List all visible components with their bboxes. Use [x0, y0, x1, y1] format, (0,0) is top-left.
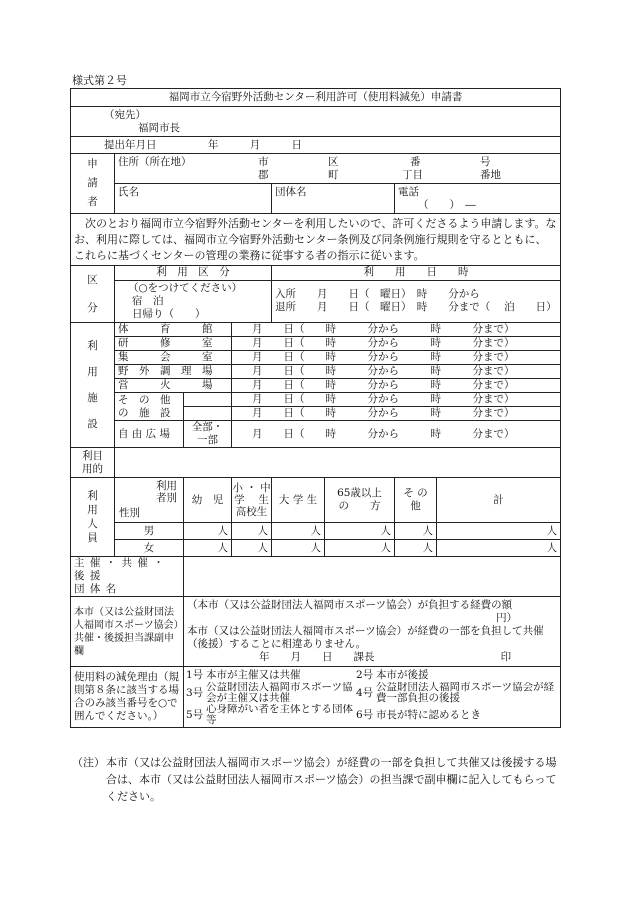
purpose-label-line1: 利目 [82, 449, 103, 462]
other-facility-name-2[interactable] [184, 407, 232, 421]
addressee-prefix: （宛先） [104, 108, 146, 121]
male-univ[interactable]: 人 [272, 523, 325, 540]
phone-label: 電話 [398, 186, 419, 198]
header-school-3: 高校生 [235, 506, 268, 518]
corner-bottom: 性別 [119, 507, 140, 519]
addr-cho: 町 [328, 168, 339, 181]
form-table [70, 88, 561, 728]
header-school-1: 小 ・ 中 [232, 482, 271, 494]
form-title: 福岡市立今宿野外活動センター利用許可（使用料減免）申請書 [71, 89, 561, 107]
application-form [70, 88, 560, 728]
reduction-options[interactable] [184, 667, 561, 728]
plaza-label: 自 由 広 場 [115, 421, 184, 448]
addr-banchi: 番地 [480, 168, 501, 181]
header-senior-2: の 方 [338, 500, 381, 512]
reduction-no[interactable]: 2号 [356, 668, 374, 681]
addr-chome: 丁目 [402, 168, 423, 181]
cosign-line2: 本市（又は公益財団法人福岡市スポーツ協会）が経費の一部を負担して共催（後援）することに相違ありません。 [187, 625, 544, 650]
addressee-name: 福岡市長 [138, 121, 180, 134]
purpose-label [71, 448, 115, 478]
other-line1: そ の 他 [118, 393, 171, 406]
reduction-label: 使用料の減免理由（規則第８条に該当する場合のみ該当番号を○で囲んでください。） [71, 667, 184, 728]
addr-gun: 郡 [258, 168, 269, 181]
day-option[interactable]: 日帰り（ ） [132, 307, 206, 320]
other-facility-label [115, 393, 184, 421]
organizer-label: 主 催 ・ 共 催 ・ 後 援 団 体 名 [71, 557, 184, 597]
reduction-no[interactable]: 5号 [186, 708, 204, 721]
submit-year: 年 [207, 138, 219, 151]
female-school[interactable]: 人 [232, 540, 272, 557]
purpose-label-line2: 用的 [82, 462, 103, 475]
submit-date-label: 提出年月日 [104, 138, 157, 151]
facility-name: 研 修 室 [115, 337, 232, 351]
facility-name: 野 外 調 理 場 [115, 365, 232, 379]
facility-time[interactable]: 月 日（ 時 分から 時 分まで） [232, 379, 561, 393]
form-number: 様式第２号 [72, 74, 127, 87]
male-total[interactable]: 人 [437, 523, 561, 540]
category-date-cell[interactable] [272, 280, 561, 322]
address-label: 住所（所在地） [118, 155, 192, 168]
header-senior-1: 65歳以上 [337, 487, 382, 499]
facility-time[interactable]: 月 日（ 時 分から 時 分まで） [232, 323, 561, 337]
facility-time[interactable]: 月 日（ 時 分から 時 分まで） [232, 337, 561, 351]
header-total: 計 [437, 478, 561, 523]
facility-name: 集 会 室 [115, 351, 232, 365]
reduction-text: 心身障がい者を主体とする団体等 [206, 704, 353, 726]
facility-time[interactable]: 月 日（ 時 分から 時 分まで） [232, 365, 561, 379]
male-school[interactable]: 人 [232, 523, 272, 540]
cosign-line1b: 円） [496, 612, 518, 624]
applicant-name-field[interactable] [115, 184, 272, 214]
circle-note: （○をつけてください） [128, 281, 243, 294]
addr-city: 市 [258, 155, 269, 168]
reduction-no[interactable]: 3号 [186, 686, 204, 699]
group-label: 団体名 [275, 186, 307, 198]
facilities-label: 利 用 施 設 [71, 323, 115, 448]
checkout-line: 退所 月 日（ 曜日） 時 分まで（ 泊 日） [275, 301, 557, 314]
row-male: 男 [115, 523, 184, 540]
checkin-line: 入所 月 日（ 曜日） 時 分から [275, 288, 480, 301]
reduction-text: 本市が後援 [376, 668, 429, 681]
reduction-no[interactable]: 1号 [186, 668, 204, 681]
reduction-text: 公益財団法人福岡市スポーツ協会が主催又は共催 [206, 682, 353, 704]
reduction-text: 市長が特に認めるとき [376, 708, 481, 721]
female-univ[interactable]: 人 [272, 540, 325, 557]
female-senior[interactable]: 人 [325, 540, 395, 557]
facility-time[interactable]: 月 日（ 時 分から 時 分まで） [232, 351, 561, 365]
submit-date-row [71, 137, 561, 154]
male-other[interactable]: 人 [395, 523, 437, 540]
female-total[interactable]: 人 [437, 540, 561, 557]
submit-month: 月 [249, 138, 261, 151]
plaza-option[interactable]: 全部・一部 [184, 421, 232, 448]
submit-day: 日 [291, 138, 303, 151]
group-name-field[interactable] [272, 184, 395, 214]
note-label: （注） [72, 756, 105, 769]
cosign-line1: （本市（又は公益財団法人福岡市スポーツ協会）が負担する経費の額 [187, 599, 513, 611]
female-other[interactable]: 人 [395, 540, 437, 557]
addr-ban: 番 [410, 155, 421, 168]
addr-go: 号 [480, 155, 491, 168]
reduction-no[interactable]: 4号 [356, 686, 374, 699]
row-female: 女 [115, 540, 184, 557]
note-text: 本市（又は公益財団法人福岡市スポーツ協会）が経費の一部を負担して共催又は後援する場合は、本市（又は公益財団法人福岡市スポーツ協会）の担当課で副申欄に記入してもらってください。 [106, 756, 557, 803]
reduction-text: 公益財団法人福岡市スポーツ協会が経費一部負担の後援 [376, 682, 555, 704]
category-type-header: 利 用 区 分 [115, 266, 272, 281]
header-school [232, 478, 272, 523]
intro-text: 次のとおり福岡市立今宿野外活動センターを利用したいので、許可くださるよう申請します。なお、利用に際しては、福岡市立今宿野外活動センター条例及び同条例施行規則を守るとともに、これらに基づくセンターの管理の業務に従事する者の指示に従います。 [71, 214, 561, 266]
cosign-cell[interactable] [184, 597, 561, 667]
applicant-address-field[interactable] [115, 154, 561, 184]
name-label: 氏名 [118, 186, 139, 198]
facility-time[interactable]: 月 日（ 時 分から 時 分まで） [232, 407, 561, 421]
users-label: 利 用 人 員 [71, 478, 115, 557]
facility-time[interactable]: 月 日（ 時 分から 時 分まで） [232, 393, 561, 407]
reduction-grid [186, 668, 558, 726]
facility-time[interactable]: 月 日（ 時 分から 時 分まで） [232, 421, 561, 448]
cosign-seal: 印 [500, 651, 512, 663]
users-corner [115, 478, 184, 523]
male-senior[interactable]: 人 [325, 523, 395, 540]
header-infant: 幼 児 [184, 478, 232, 523]
footnote [72, 754, 562, 805]
phone-format: （ ） ― [418, 199, 476, 211]
cosign-label: 本市（又は公益財団法人福岡市スポーツ協会）共催・後援担当課副申欄 [71, 597, 184, 667]
corner-top: 利用 者別 [156, 480, 177, 504]
header-school-2: 学 生 [234, 494, 269, 506]
other-facility-name-1[interactable] [184, 393, 232, 407]
male-infant[interactable]: 人 [184, 523, 232, 540]
facility-name: 営 火 場 [115, 379, 232, 393]
phone-field[interactable] [395, 184, 561, 214]
cosign-date: 年 月 日 課長 [259, 651, 375, 663]
addr-ward: 区 [328, 155, 339, 168]
purpose-field[interactable] [115, 448, 561, 478]
category-date-header: 利 用 日 時 [272, 266, 561, 281]
female-infant[interactable]: 人 [184, 540, 232, 557]
organizer-field[interactable] [184, 557, 561, 597]
category-type-cell[interactable] [115, 280, 272, 322]
applicant-label: 申 請 者 [71, 154, 115, 214]
addressee-block [71, 107, 561, 137]
other-line2: の 施 設 [118, 406, 171, 419]
facility-name: 体 育 館 [115, 323, 232, 337]
reduction-no[interactable]: 6号 [356, 708, 374, 721]
header-senior [325, 478, 395, 523]
stay-option[interactable]: 宿 泊 [132, 294, 164, 307]
category-label: 区 分 [71, 266, 115, 323]
header-other: そ の 他 [395, 478, 437, 523]
reduction-text: 本市が主催又は共催 [206, 668, 301, 681]
header-univ: 大 学 生 [272, 478, 325, 523]
